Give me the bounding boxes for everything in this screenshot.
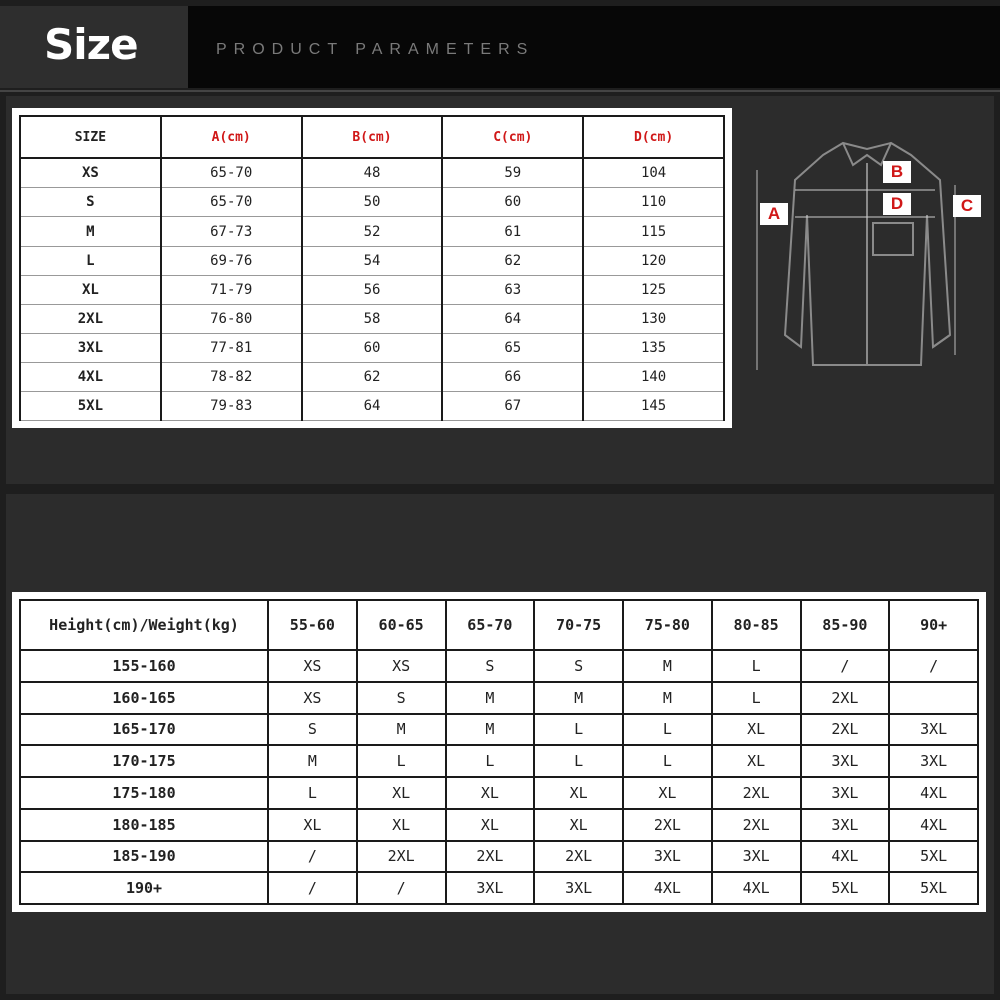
- header-bar: [0, 6, 1000, 88]
- size-row-label: 2XL: [20, 304, 161, 333]
- fit-row-cell: XL: [534, 809, 623, 841]
- fit-row-cell: 5XL: [889, 841, 978, 873]
- size-row-cell: 54: [302, 246, 443, 275]
- fit-row-label: 185-190: [20, 841, 268, 873]
- col-header-weight: 80-85: [712, 600, 801, 650]
- fit-row-cell: 3XL: [801, 809, 890, 841]
- fit-row-cell: L: [357, 745, 446, 777]
- fit-table-box: [12, 592, 986, 912]
- size-row-label: L: [20, 246, 161, 275]
- fit-row-cell: L: [712, 682, 801, 714]
- fit-row-label: 190+: [20, 872, 268, 904]
- fit-row-cell: XL: [268, 809, 357, 841]
- size-row-cell: 56: [302, 275, 443, 304]
- fit-row-cell: XL: [623, 777, 712, 809]
- fit-row-cell: L: [534, 745, 623, 777]
- divider: [0, 90, 1000, 92]
- col-header-c: C(cm): [442, 116, 583, 158]
- size-row-cell: 120: [583, 246, 724, 275]
- fit-row-cell: 4XL: [889, 809, 978, 841]
- col-header-weight: 70-75: [534, 600, 623, 650]
- fit-row-cell: 3XL: [801, 745, 890, 777]
- size-row-cell: 65-70: [161, 158, 302, 188]
- measure-label-d: D: [883, 193, 911, 215]
- size-row-cell: 64: [442, 304, 583, 333]
- size-table-header: [20, 116, 724, 158]
- fit-row-cell: M: [446, 682, 535, 714]
- fit-row-cell: M: [268, 745, 357, 777]
- size-row-label: XL: [20, 275, 161, 304]
- fit-table-body: [20, 650, 978, 904]
- fit-row-cell: /: [889, 650, 978, 682]
- fit-row-cell: L: [446, 745, 535, 777]
- fit-row-cell: M: [446, 714, 535, 746]
- size-row-cell: 77-81: [161, 333, 302, 362]
- size-row-cell: 145: [583, 391, 724, 420]
- size-row-cell: 63: [442, 275, 583, 304]
- fit-row-cell: 2XL: [446, 841, 535, 873]
- fit-row-cell: L: [623, 714, 712, 746]
- fit-row-cell: /: [357, 872, 446, 904]
- fit-row-cell: 3XL: [801, 777, 890, 809]
- size-row: [20, 275, 724, 304]
- fit-row-cell: S: [446, 650, 535, 682]
- measure-label-c: C: [953, 195, 981, 217]
- fit-row-cell: /: [801, 650, 890, 682]
- fit-row-cell: 2XL: [712, 809, 801, 841]
- fit-row-cell: L: [268, 777, 357, 809]
- size-row-cell: 69-76: [161, 246, 302, 275]
- col-header-weight: 85-90: [801, 600, 890, 650]
- size-row-cell: 76-80: [161, 304, 302, 333]
- fit-row-cell: 3XL: [889, 745, 978, 777]
- fit-row-cell: XS: [357, 650, 446, 682]
- size-row-cell: 58: [302, 304, 443, 333]
- shirt-diagram: [745, 135, 990, 380]
- fit-row-cell: 2XL: [534, 841, 623, 873]
- col-header-weight: 60-65: [357, 600, 446, 650]
- fit-row-cell: M: [623, 650, 712, 682]
- fit-row-cell: XL: [446, 777, 535, 809]
- size-row-cell: 130: [583, 304, 724, 333]
- fit-row-label: 180-185: [20, 809, 268, 841]
- fit-row: [20, 650, 978, 682]
- size-row-cell: 110: [583, 188, 724, 217]
- fit-row-cell: XS: [268, 682, 357, 714]
- fit-row-cell: 4XL: [623, 872, 712, 904]
- fit-row-cell: 4XL: [712, 872, 801, 904]
- col-header-size: SIZE: [20, 116, 161, 158]
- size-row-cell: 71-79: [161, 275, 302, 304]
- fit-row-label: 170-175: [20, 745, 268, 777]
- size-row-cell: 125: [583, 275, 724, 304]
- fit-row-cell: 2XL: [712, 777, 801, 809]
- fit-table: [19, 599, 979, 905]
- fit-row-cell: XL: [712, 745, 801, 777]
- fit-row: [20, 872, 978, 904]
- measure-label-a: A: [760, 203, 788, 225]
- col-header-weight: 65-70: [446, 600, 535, 650]
- fit-row-cell: 3XL: [446, 872, 535, 904]
- size-table-body: [20, 158, 724, 421]
- fit-row-cell: XL: [357, 809, 446, 841]
- col-header-weight: 90+: [889, 600, 978, 650]
- col-header-d: D(cm): [583, 116, 724, 158]
- fit-row-cell: 3XL: [623, 841, 712, 873]
- size-table-box: [12, 108, 732, 428]
- fit-row: [20, 777, 978, 809]
- size-row-cell: 66: [442, 362, 583, 391]
- fit-row-cell: 3XL: [534, 872, 623, 904]
- size-row: [20, 158, 724, 188]
- fit-row-cell: M: [534, 682, 623, 714]
- size-row: [20, 333, 724, 362]
- page-title: Size: [44, 20, 138, 69]
- size-row-cell: 65-70: [161, 188, 302, 217]
- size-row-cell: 48: [302, 158, 443, 188]
- fit-row-cell: XS: [268, 650, 357, 682]
- measure-label-b: B: [883, 161, 911, 183]
- fit-row-cell: 2XL: [801, 682, 890, 714]
- page-subtitle: PRODUCT PARAMETERS: [216, 41, 535, 58]
- col-header-a: A(cm): [161, 116, 302, 158]
- shirt-icon: [745, 135, 990, 380]
- fit-row-cell: S: [268, 714, 357, 746]
- col-header-b: B(cm): [302, 116, 443, 158]
- fit-row-cell: XL: [446, 809, 535, 841]
- size-row-cell: 60: [302, 333, 443, 362]
- size-row-cell: 115: [583, 217, 724, 246]
- fit-row-cell: 2XL: [623, 809, 712, 841]
- fit-row-cell: M: [623, 682, 712, 714]
- fit-row-label: 160-165: [20, 682, 268, 714]
- size-row-label: M: [20, 217, 161, 246]
- fit-row: [20, 682, 978, 714]
- size-row-cell: 52: [302, 217, 443, 246]
- fit-row-label: 165-170: [20, 714, 268, 746]
- size-row-cell: 78-82: [161, 362, 302, 391]
- fit-row-label: 175-180: [20, 777, 268, 809]
- size-row-label: 4XL: [20, 362, 161, 391]
- size-row: [20, 246, 724, 275]
- fit-row-cell: XL: [534, 777, 623, 809]
- size-row: [20, 217, 724, 246]
- size-row-cell: 50: [302, 188, 443, 217]
- col-header-weight: 55-60: [268, 600, 357, 650]
- fit-row: [20, 714, 978, 746]
- size-row: [20, 304, 724, 333]
- fit-row-cell: S: [357, 682, 446, 714]
- fit-row: [20, 745, 978, 777]
- fit-row-cell: 4XL: [801, 841, 890, 873]
- size-row-label: XS: [20, 158, 161, 188]
- fit-row-cell: 2XL: [357, 841, 446, 873]
- size-row-cell: 62: [442, 246, 583, 275]
- fit-table-header: [20, 600, 978, 650]
- fit-row-cell: 3XL: [712, 841, 801, 873]
- size-row-cell: 61: [442, 217, 583, 246]
- fit-row-cell: 4XL: [889, 777, 978, 809]
- fit-row-cell: L: [712, 650, 801, 682]
- col-header-height-weight: Height(cm)/Weight(kg): [20, 600, 268, 650]
- fit-row: [20, 809, 978, 841]
- fit-row-cell: L: [623, 745, 712, 777]
- size-row-cell: 140: [583, 362, 724, 391]
- size-row-cell: 67: [442, 391, 583, 420]
- fit-row-cell: 5XL: [801, 872, 890, 904]
- fit-row: [20, 841, 978, 873]
- fit-row-cell: 2XL: [801, 714, 890, 746]
- fit-row-cell: XL: [712, 714, 801, 746]
- size-row-cell: 64: [302, 391, 443, 420]
- size-row-label: S: [20, 188, 161, 217]
- fit-row-cell: S: [534, 650, 623, 682]
- size-row: [20, 188, 724, 217]
- fit-row-cell: /: [268, 841, 357, 873]
- size-row-cell: 104: [583, 158, 724, 188]
- size-row-cell: 60: [442, 188, 583, 217]
- size-row-cell: 79-83: [161, 391, 302, 420]
- fit-row-cell: M: [357, 714, 446, 746]
- size-row-cell: 135: [583, 333, 724, 362]
- size-table: [19, 115, 725, 421]
- size-row-label: 5XL: [20, 391, 161, 420]
- fit-row-cell: /: [268, 872, 357, 904]
- size-row-cell: 65: [442, 333, 583, 362]
- size-row-cell: 67-73: [161, 217, 302, 246]
- fit-row-cell: L: [534, 714, 623, 746]
- size-row-label: 3XL: [20, 333, 161, 362]
- fit-row-cell: [889, 682, 978, 714]
- fit-row-label: 155-160: [20, 650, 268, 682]
- col-header-weight: 75-80: [623, 600, 712, 650]
- fit-row-cell: XL: [357, 777, 446, 809]
- fit-row-cell: 3XL: [889, 714, 978, 746]
- size-row: [20, 391, 724, 420]
- size-row-cell: 59: [442, 158, 583, 188]
- fit-row-cell: 5XL: [889, 872, 978, 904]
- size-row-cell: 62: [302, 362, 443, 391]
- size-row: [20, 362, 724, 391]
